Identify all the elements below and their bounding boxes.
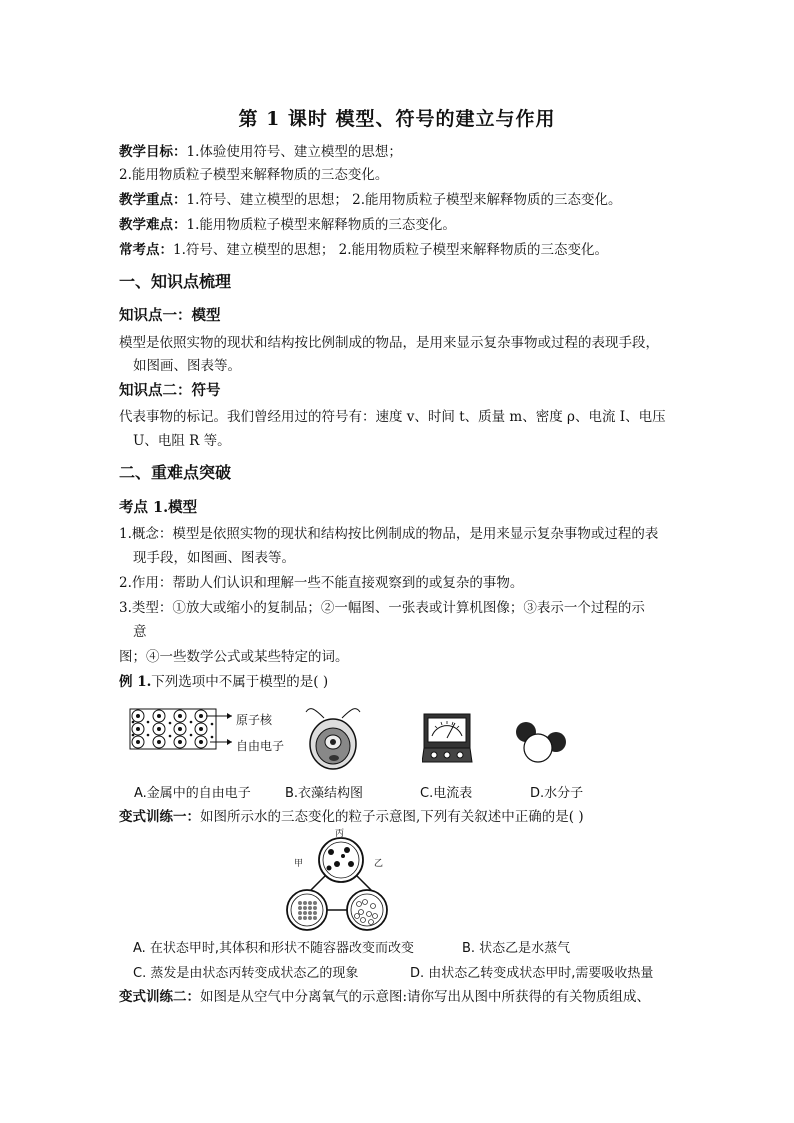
example1-line — [119, 672, 679, 692]
section2-heading: 二、重难点突破 — [119, 463, 232, 482]
exercise1-option-a: A. 在状态甲时,其体积和形状不随容器改变而改变 — [133, 941, 415, 956]
label-yi: 乙 — [374, 859, 384, 869]
types-line-2: 意 — [133, 624, 147, 640]
ammeter-figure — [422, 710, 474, 766]
common-points-line — [119, 240, 679, 260]
state-jia-circle — [287, 890, 327, 930]
exercise1-question: 如图所示水的三态变化的粒子示意图,下列有关叙述中正确的是( ) — [200, 809, 584, 825]
common-points-text: 1.符号、建立模型的思想； 2.能用物质粒子模型来解释物质的三态变化。 — [173, 242, 609, 258]
concept-line-2: 现手段，如图画、图表等。 — [133, 550, 295, 566]
kp1-line-1: 模型是依照实物的现状和结构按比例制成的物品，是用来显示复杂事物或过程的表现手段， — [119, 335, 659, 351]
exercise1-label: 变式训练一： — [119, 809, 200, 825]
key-points-text: 1.符号、建立模型的思想； 2.能用物质粒子模型来解释物质的三态变化。 — [186, 192, 622, 208]
option-d: D.水分子 — [530, 786, 584, 801]
exercise2-label: 变式训练二： — [119, 989, 200, 1005]
kp2-line-2: U、电阻 R 等。 — [133, 433, 231, 449]
section1-heading: 一、知识点梳理 — [119, 272, 232, 291]
free-electron-label: 自由电子 — [236, 739, 285, 753]
option-b: B.衣藻结构图 — [285, 786, 364, 801]
exercise1-option-b: B. 状态乙是水蒸气 — [462, 941, 571, 956]
nucleus-label: 原子核 — [236, 713, 273, 727]
key-points-label: 教学重点： — [119, 192, 187, 208]
option-a: A.金属中的自由电子 — [134, 786, 251, 801]
goals-item-1: 1.体验使用符号、建立模型的思想； — [186, 144, 402, 160]
difficulties-text: 1.能用物质粒子模型来解释物质的三态变化。 — [186, 217, 456, 233]
concept-line-1: 1.概念：模型是依照实物的现状和结构按比例制成的物品，是用来显示复杂事物或过程的表 — [119, 526, 659, 542]
function-line: 2.作用：帮助人们认识和理解一些不能直接观察到的或复杂的事物。 — [119, 575, 524, 591]
exercise2-question: 如图是从空气中分离氧气的示意图:请你写出从图中所获得的有关物质组成、 — [200, 989, 651, 1005]
example1-question: 下列选项中不属于模型的是( ) — [151, 674, 329, 690]
chlamydomonas-figure — [302, 704, 366, 772]
state-yi-circle — [347, 890, 387, 930]
key-points-line — [119, 190, 679, 210]
goals-label: 教学目标： — [119, 144, 187, 160]
lattice-ions — [132, 710, 207, 748]
exercise2-line — [119, 987, 679, 1007]
kp2-heading: 知识点二：符号 — [119, 382, 221, 399]
water-molecule-figure — [512, 718, 572, 766]
label-jia: 甲 — [294, 859, 304, 869]
exam1-heading: 考点 1.模型 — [119, 499, 198, 516]
kp1-line-2: 如图画、图表等。 — [133, 358, 241, 374]
goals-line-1 — [119, 142, 679, 162]
label-bing: 丙 — [335, 829, 345, 839]
kp2-line-1: 代表事物的标记。我们曾经用过的符号有：速度 v、时间 t、质量 m、密度 ρ、电流 I、电压 — [119, 409, 666, 425]
difficulties-line — [119, 215, 679, 235]
common-points-label: 常考点： — [119, 242, 173, 258]
goals-item-2: 2.能用物质粒子模型来解释物质的三态变化。 — [119, 167, 389, 183]
exercise1-line — [119, 807, 679, 827]
example1-label: 例 1. — [119, 674, 152, 690]
page-title: 第 1 课时 模型、符号的建立与作用 — [238, 108, 556, 130]
exercise1-option-d: D. 由状态乙转变成状态甲时,需要吸收热量 — [410, 966, 654, 981]
exercise1-option-c: C. 蒸发是由状态丙转变成状态乙的现象 — [133, 966, 359, 981]
state-bing-circle — [319, 838, 363, 882]
types-line-3: 图；④一些数学公式或某些特定的词。 — [119, 649, 349, 665]
kp1-heading: 知识点一：模型 — [119, 307, 221, 324]
difficulties-label: 教学难点： — [119, 217, 187, 233]
types-line-1: 3.类型：①放大或缩小的复制品；②一幅图、一张表或计算机图像；③表示一个过程的示 — [119, 600, 645, 616]
option-c: C.电流表 — [420, 786, 473, 801]
water-three-states-figure — [285, 830, 400, 932]
